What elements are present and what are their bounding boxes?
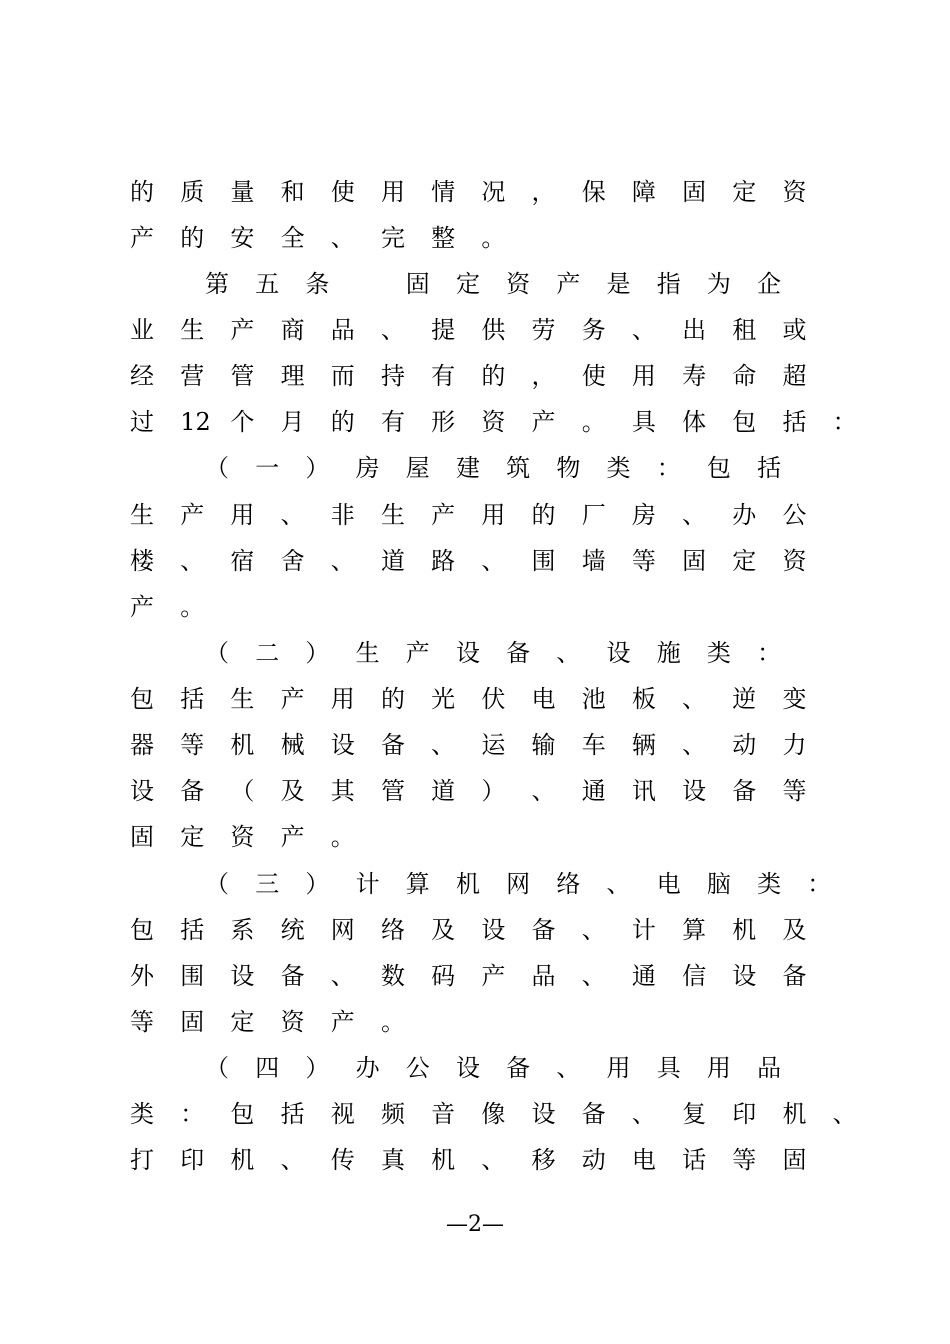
text-line-1: 的 质 量 和 使 用 情 况 ， 保 障 固 定 资 — [130, 178, 807, 206]
page-number: —2— — [446, 1212, 504, 1237]
text-line-9: 楼 、 宿 舍 、 道 路 、 围 墙 等 固 定 资 — [130, 547, 807, 575]
text-line-17: 包 括 系 统 网 络 及 设 备 、 计 算 机 及 — [130, 916, 807, 944]
text-line-21: 类 ： 包 括 视 频 音 像 设 备 、 复 印 机 、 — [130, 1100, 857, 1128]
text-line-22: 打 印 机 、 传 真 机 、 移 动 电 话 等 固 — [130, 1146, 807, 1174]
text-line-4: 业 生 产 商 品 、 提 供 劳 务 、 出 租 或 — [130, 316, 807, 344]
text-line-6: 过 12 个 月 的 有 形 资 产 。 具 体 包 括 ： — [130, 408, 857, 436]
text-line-5: 经 营 管 理 而 持 有 的 ， 使 用 寿 命 超 — [130, 362, 807, 390]
text-line-8: 生 产 用 、 非 生 产 用 的 厂 房 、 办 公 — [130, 501, 807, 529]
text-line-15: 固 定 资 产 。 — [130, 823, 355, 851]
item-4-heading-line: （ 四 ） 办 公 设 备 、 用 具 用 品 — [205, 1054, 782, 1082]
text-line-14: 设 备 （ 及 其 管 道 ） 、 通 讯 设 备 等 — [130, 777, 807, 805]
text-line-12: 包 括 生 产 用 的 光 伏 电 池 板 、 逆 变 — [130, 685, 807, 713]
text-line-10: 产 。 — [130, 593, 205, 621]
text-line-13: 器 等 机 械 设 备 、 运 输 车 辆 、 动 力 — [130, 731, 807, 759]
item-1-heading-line: （ 一 ） 房 屋 建 筑 物 类 ： 包 括 — [205, 454, 782, 482]
item-2-heading-line: （ 二 ） 生 产 设 备 、 设 施 类 ： — [205, 639, 782, 667]
article-5-heading-line: 第 五 条 固 定 资 产 是 指 为 企 — [205, 270, 782, 298]
text-line-18: 外 围 设 备 、 数 码 产 品 、 通 信 设 备 — [130, 962, 807, 990]
text-line-19: 等 固 定 资 产 。 — [130, 1008, 405, 1036]
text-line-2: 产 的 安 全 、 完 整 。 — [130, 224, 506, 252]
item-3-heading-line: （ 三 ） 计 算 机 网 络 、 电 脑 类 ： — [205, 870, 832, 898]
